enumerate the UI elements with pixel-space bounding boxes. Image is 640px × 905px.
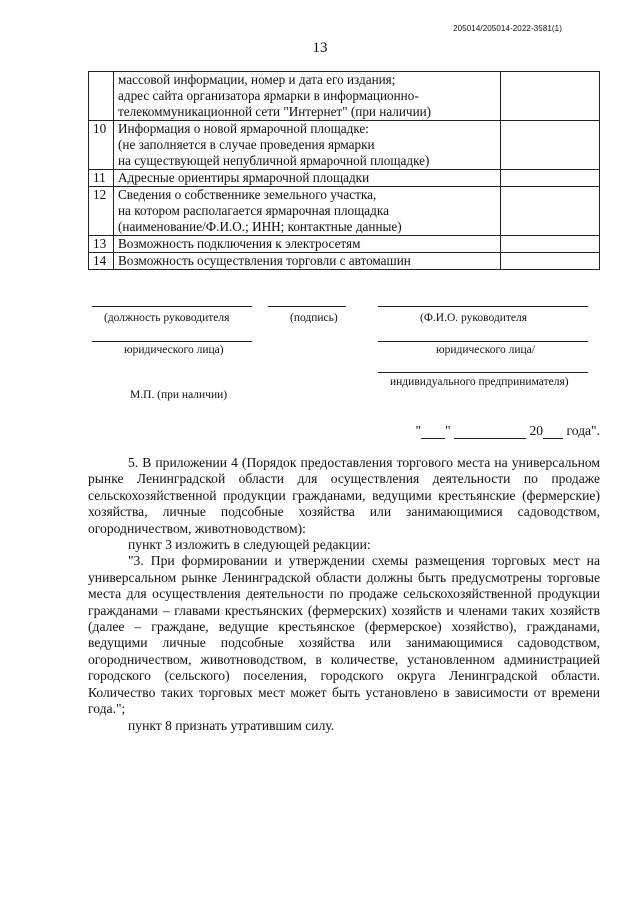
row-description [114,236,501,253]
row-description-line: Возможность подключения к электросетям [118,236,361,251]
row-description [114,253,501,270]
row-number: 11 [89,170,114,187]
table-row [89,253,600,270]
paragraph-point-8: пункт 8 признать утратившим силу. [128,717,335,733]
row-description-line: на существующей непубличной ярмарочной площадке) [118,153,430,168]
amendment-text [88,455,600,734]
year-blank [543,424,563,439]
signature-label: (подпись) [290,312,338,324]
document-id: 205014/205014-2022-3581(1) [453,24,562,33]
row-number: 12 [89,187,114,236]
row-description-line: Информация о новой ярмарочной площадке: [118,121,369,136]
name-label-cont: юридического лица/ [436,344,535,356]
date-quote-close: " [445,423,451,438]
position-underline-2 [92,341,252,342]
stamp-label: М.П. (при наличии) [130,389,228,401]
row-number: 13 [89,236,114,253]
row-description [114,72,501,121]
day-blank [421,424,445,439]
table-row [89,170,600,187]
position-label: (должность руководителя [104,312,230,324]
name-label-cont-2: индивидуального предпринимателя) [390,376,569,388]
position-label-cont: юридического лица) [124,344,224,356]
application-form-table [88,71,600,270]
paragraph-5: 5. В приложении 4 (Порядок предоставления торгового места на универсальном рынке Ленинградской области для осуществления деятельности по продаже сельскохозяйственной продукции гражданами, ведущими крестьянские (фермерские) хозяйства, личные подсобные хозяйства или занимающимися садоводством, огородничеством, животноводством): [88,455,600,536]
date-suffix: года". [566,423,600,438]
signature-underline [268,306,346,307]
row-description-line: Сведения о собственнике земельного участка, [118,187,377,202]
table-row [89,121,600,170]
row-description [114,121,501,170]
row-number: 10 [89,121,114,170]
table-row [89,236,600,253]
row-description [114,187,501,236]
row-description-line: адрес сайта организатора ярмарки в информационно- [118,88,419,103]
row-value-cell [501,187,600,236]
row-value-cell [501,72,600,121]
date-quote-open: " [415,423,422,438]
row-description-line: (наименование/Ф.И.О.; ИНН; контактные данные) [118,219,402,234]
name-underline-3 [378,372,588,373]
name-underline-2 [378,341,588,342]
row-value-cell [501,253,600,270]
row-value-cell [501,170,600,187]
row-description-line: Возможность осуществления торговли с автомашин [118,253,411,268]
row-number [89,72,114,121]
row-description-line: массовой информации, номер и дата его издания; [118,72,396,87]
row-description-line: (не заполняется в случае проведения ярмарки [118,137,375,152]
table-row [89,187,600,236]
position-underline [92,306,252,307]
name-underline [378,306,588,307]
year-prefix: 20 [529,423,544,438]
row-description [114,170,501,187]
row-description-line: Адресные ориентиры ярмарочной площадки [118,170,370,185]
name-label: (Ф.И.О. руководителя [420,312,528,324]
row-value-cell [501,121,600,170]
month-blank [454,424,526,439]
row-value-cell [501,236,600,253]
paragraph-new-wording: "3. При формировании и утверждении схемы размещения торговых мест на универсальном рынке Ленинградской области должны быть предусмотрены торговые места для осуществления деятельности по продаже сельскохозяйственной продукции гражданами – главами крестьянских (фермерских) хозяйств и членами таких хозяйств (далее – граждане, ведущие крестьянское (фермерское) хозяйство), гражданами, ведущими личные подсобные хозяйства или занимающимися садоводством, огородничеством, животноводством, в количестве, установленном администрацией городского (сельского) поселения, городского округа Ленинградской области. Количество таких торговых мест может быть установлено в зависимости от времени года."; [88,553,600,717]
row-description-line: телекоммуникационной сети "Интернет" (при наличии) [118,104,432,119]
page-number: 13 [312,40,328,56]
date-line [416,423,600,439]
table-row [89,72,600,121]
paragraph-point-3: пункт 3 изложить в следующей редакции: [128,537,371,553]
row-number: 14 [89,253,114,270]
row-description-line: на котором располагается ярмарочная площадка [118,203,389,218]
